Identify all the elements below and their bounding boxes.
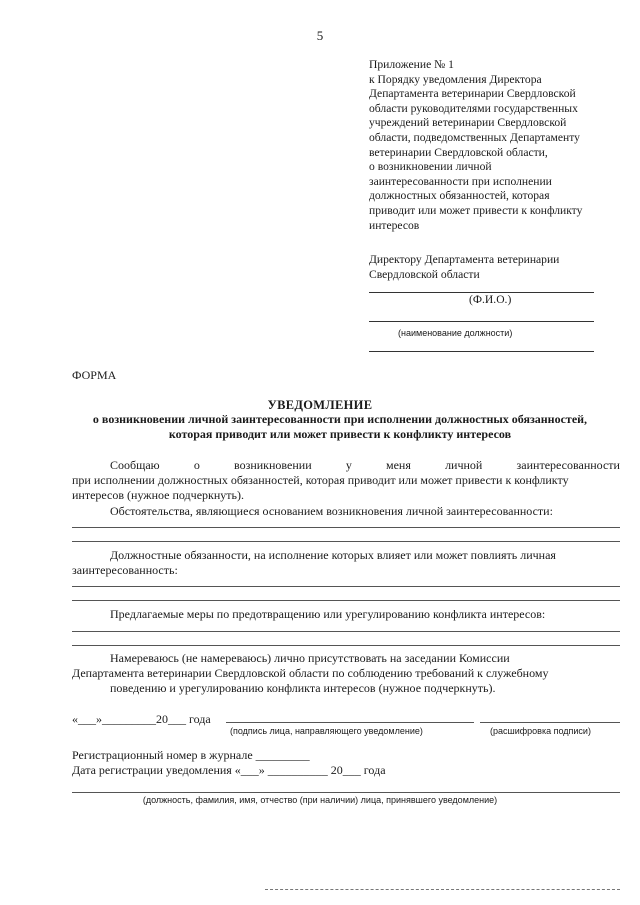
appendix-line: Департамента ветеринарии Свердловской xyxy=(369,87,576,101)
name-field-line[interactable] xyxy=(369,351,594,352)
circumstances-label: Обстоятельства, являющиеся основанием возникновения личной заинтересованности: xyxy=(110,504,553,518)
duties-field-line[interactable] xyxy=(72,586,620,587)
duties-line-1: Должностные обязанности, на исполнение которых влияет или может повлиять личная xyxy=(110,548,556,562)
page-number: 5 xyxy=(316,28,324,43)
appendix-line: учреждений ветеринарии Свердловской xyxy=(369,116,567,130)
intent-line-2: Департамента ветеринарии Свердловской области по соблюдению требований к служебному xyxy=(72,666,549,680)
subtitle-line: о возникновении личной заинтересованности при исполнении должностных обязанностей, xyxy=(92,412,588,426)
page-bottom-line xyxy=(265,889,620,890)
subtitle-line: которая приводит или может привести к конфликту интересов xyxy=(168,427,512,441)
document-title: УВЕДОМЛЕНИЕ xyxy=(267,398,373,412)
measures-field-line[interactable] xyxy=(72,645,620,646)
position-field-line[interactable] xyxy=(369,321,594,322)
appendix-block xyxy=(369,58,614,233)
appendix-line: Приложение № 1 xyxy=(369,58,454,71)
signature-decode-caption: (расшифровка подписи) xyxy=(490,726,591,736)
signature-decode-field-line[interactable] xyxy=(480,722,620,723)
fio-caption: (Ф.И.О.) xyxy=(469,293,512,306)
appendix-line: о возникновении личной xyxy=(369,160,492,174)
measures-field-line[interactable] xyxy=(72,631,620,632)
form-label: ФОРМА xyxy=(72,368,117,382)
report-line-3: интересов (нужное подчеркнуть). xyxy=(72,488,244,502)
report-paragraph xyxy=(72,458,620,503)
measures-label: Предлагаемые меры по предотвращению или урегулированию конфликта интересов: xyxy=(110,607,546,621)
addressee-line: Директору Департамента ветеринарии xyxy=(369,253,560,266)
circumstances-field-line[interactable] xyxy=(72,541,620,542)
intent-line-1: Намереваюсь (не намереваюсь) лично присутствовать на заседании Комиссии xyxy=(110,651,510,665)
appendix-line: области, подведомственных Департаменту xyxy=(369,130,580,144)
report-line-1: Сообщаю о возникновении у меня личной заинтересованности xyxy=(110,458,620,472)
appendix-line: заинтересованности при исполнении xyxy=(369,174,552,188)
appendix-line: интересов xyxy=(369,218,420,232)
position-caption: (наименование должности) xyxy=(398,328,513,338)
intent-line-3: поведению и урегулированию конфликта интересов (нужное подчеркнуть). xyxy=(110,681,496,695)
signature-date: «___»_________20___ года xyxy=(72,712,211,726)
signature-field-line[interactable] xyxy=(226,722,474,723)
appendix-line: к Порядку уведомления Директора xyxy=(369,72,542,86)
receiver-field-line[interactable] xyxy=(72,792,620,793)
appendix-line: области руководителями государственных xyxy=(369,101,578,115)
registration-date: Дата регистрации уведомления «___» __________ 20___ года xyxy=(72,763,386,777)
document-subtitle xyxy=(60,412,620,442)
duties-paragraph xyxy=(72,548,620,578)
circumstances-field-line[interactable] xyxy=(72,527,620,528)
intent-paragraph xyxy=(72,651,620,696)
appendix-line: приводит или может привести к конфликту xyxy=(369,203,583,217)
addressee-block xyxy=(369,253,619,282)
appendix-line: ветеринарии Свердловской области, xyxy=(369,145,548,159)
signature-caption: (подпись лица, направляющего уведомление) xyxy=(230,726,423,736)
appendix-line: должностных обязанностей, которая xyxy=(369,189,550,203)
duties-field-line[interactable] xyxy=(72,600,620,601)
duties-line-2: заинтересованность: xyxy=(72,563,178,577)
report-line-2: при исполнении должностных обязанностей, которая приводит или может привести к конфликту xyxy=(72,473,569,487)
registration-number: Регистрационный номер в журнале _________ xyxy=(72,748,310,762)
receiver-caption: (должность, фамилия, имя, отчество (при наличии) лица, принявшего уведомление) xyxy=(142,795,498,805)
addressee-line: Свердловской области xyxy=(369,267,480,281)
